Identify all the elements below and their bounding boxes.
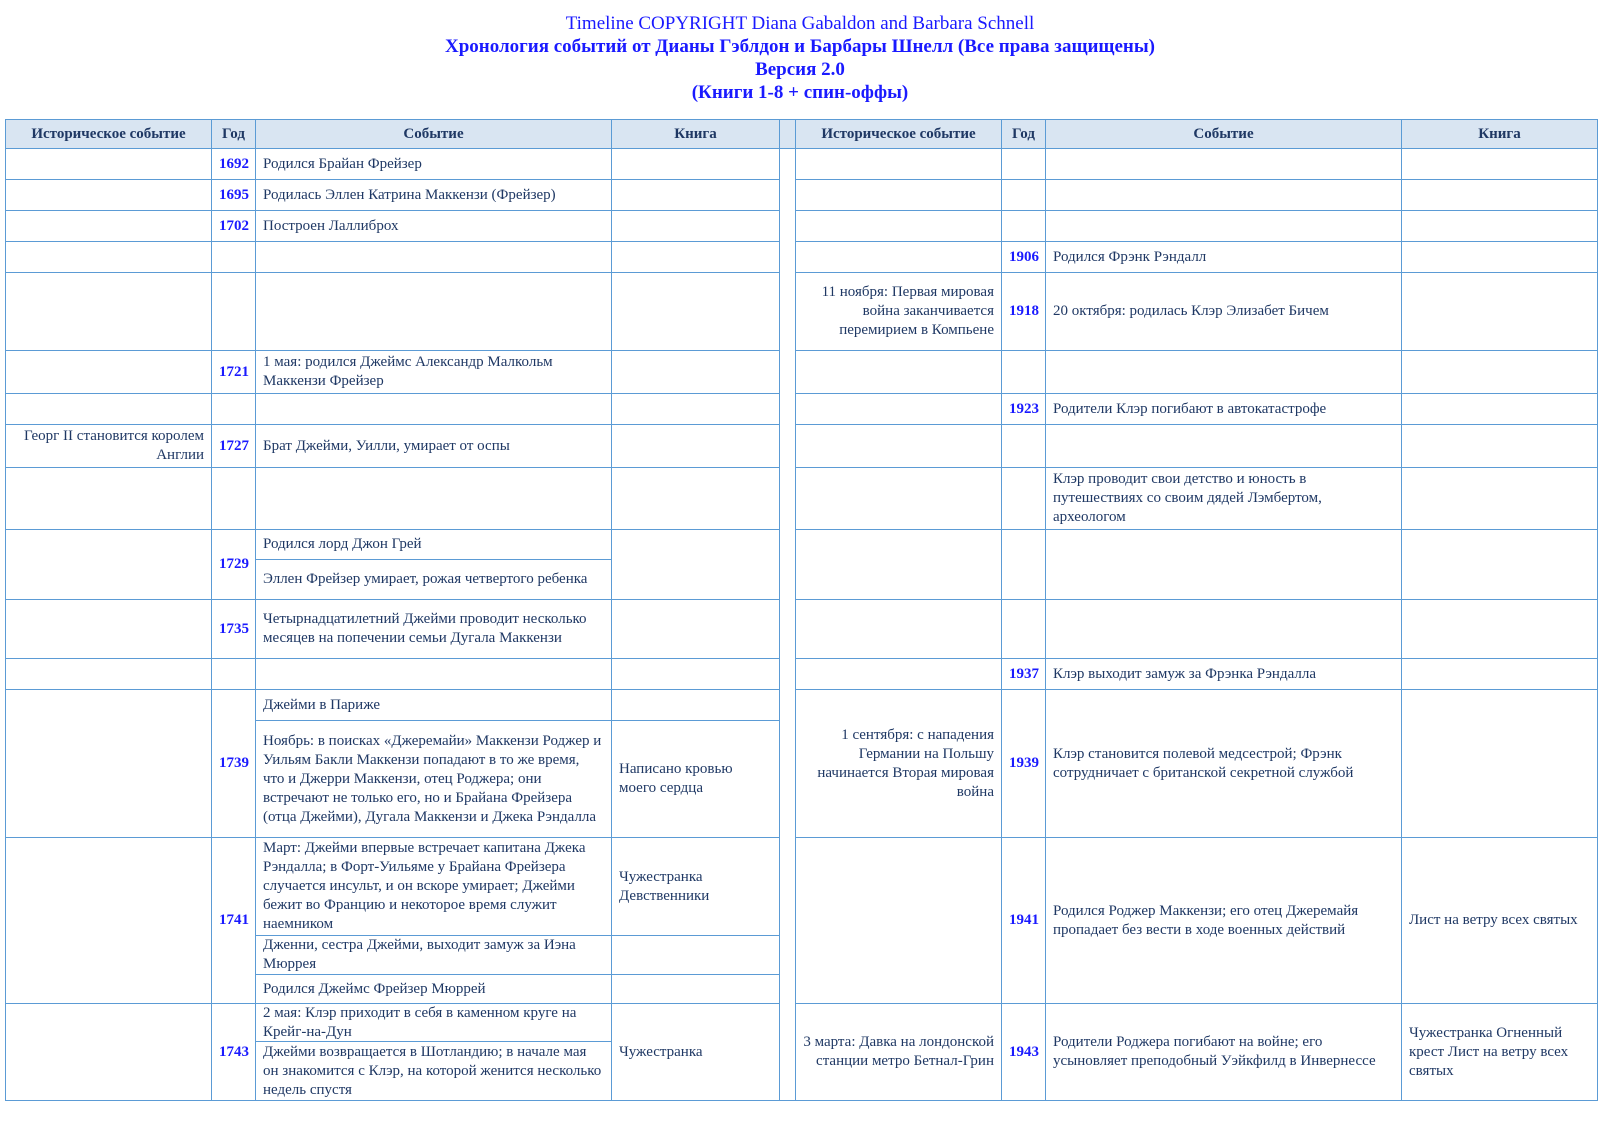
col-header-year-left: Год [212,120,256,149]
event-cell: Родилась Эллен Катрина Маккензи (Фрейзер) [256,180,612,211]
copyright-title: Timeline COPYRIGHT Diana Gabaldon and Barbara Schnell [565,13,1035,34]
table-row [6,690,1598,838]
year-cell: 1743 [212,1004,256,1101]
event-cell-group [256,530,612,600]
table-row [6,600,1598,659]
table-row [6,530,1598,600]
historical-event-cell: 11 ноября: Первая мировая война заканчивается перемирием в Компьене [796,273,1002,351]
col-header-book-right: Книга [1402,120,1598,149]
event-cell: Клэр выходит замуж за Фрэнка Рэндалла [1046,659,1402,690]
table-row [6,180,1598,211]
year-cell: 1702 [212,211,256,242]
year-cell: 1695 [212,180,256,211]
event-subcell: Ноябрь: в поисках «Джеремайи» Маккензи Роджер и Уильям Бакли Маккензи попадают в то же время, что и Джерри Маккензи, отец Роджера; они встречают не только его, но и Брайана Фрейзера (отца Джейми), Дугала Маккензи и Джека Рэндалла [256,721,612,837]
year-cell: 1918 [1002,273,1046,351]
table-row [6,659,1598,690]
table-row [6,273,1598,351]
event-cell-group [256,1004,612,1101]
book-cell: Лист на ветру всех святых [1402,838,1598,1004]
event-cell: Четырнадцатилетний Джейми проводит несколько месяцев на попечении семьи Дугала Маккензи [256,600,612,659]
historical-event-cell: 1 сентября: с нападения Германии на Польшу начинается Вторая мировая война [796,690,1002,838]
books-label: (Книги 1-8 + спин-оффы) [691,82,909,103]
event-cell: Построен Лаллиброх [256,211,612,242]
year-cell: 1729 [212,530,256,600]
event-cell: 1 мая: родился Джеймс Александр Малкольм Маккензи Фрейзер [256,351,612,394]
russian-title: Хронология событий от Дианы Гэблдон и Барбары Шнелл (Все права защищены) [444,36,1156,57]
event-cell-group [256,838,780,1004]
timeline-table [5,119,1598,1101]
year-cell: 1939 [1002,690,1046,838]
event-subcell: Джейми возвращается в Шотландию; в начале мая он знакомится с Клэр, на которой женится несколько недель спустя [263,1043,602,1098]
book-cell: Чужестранка Огненный крест Лист на ветру всех святых [1402,1004,1598,1101]
col-header-event-right: Событие [1046,120,1402,149]
year-cell: 1941 [1002,838,1046,1004]
table-row [6,351,1598,394]
event-subcell: Дженни, сестра Джейми, выходит замуж за Иэна Мюррея [256,936,612,974]
year-cell: 1741 [212,838,256,1004]
table-row [6,242,1598,273]
table-row [6,149,1598,180]
col-header-year-right: Год [1002,120,1046,149]
col-header-hist-left: Историческое событие [6,120,212,149]
separator-column [780,149,796,1101]
book-cell: Чужестранка Девственники [619,868,710,904]
year-cell: 1727 [212,425,256,468]
table-row [6,211,1598,242]
table-header-row [6,120,1598,149]
year-cell: 1906 [1002,242,1046,273]
year-cell: 1692 [212,149,256,180]
table-row [6,468,1598,530]
book-cell: Чужестранка [612,1004,780,1101]
event-subcell: Родился лорд Джон Грей [256,530,611,560]
year-cell: 1923 [1002,394,1046,425]
event-cell: Родился Брайан Фрейзер [256,149,612,180]
event-cell: 20 октября: родилась Клэр Элизабет Бичем [1046,273,1402,351]
table-row [6,394,1598,425]
year-cell: 1937 [1002,659,1046,690]
event-cell-group [256,690,780,838]
event-subcell: Март: Джейми впервые встречает капитана Джека Рэндалла; в Форт-Уильяме у Брайана Фрейзера случается инсульт, и он вскоре умирает; Джейми бежит во Францию и некоторое время служит наемником [256,838,612,935]
table-row [6,425,1598,468]
col-header-gap [780,120,796,149]
historical-event-cell: 3 марта: Давка на лондонской станции метро Бетнал-Грин [796,1004,1002,1101]
event-cell: Клэр становится полевой медсестрой; Фрэнк сотрудничает с британской секретной службой [1046,690,1402,838]
table-row [6,838,1598,1004]
year-cell: 1721 [212,351,256,394]
col-header-hist-right: Историческое событие [796,120,1002,149]
document-header [0,0,1600,106]
event-subcell: Джейми в Париже [256,690,612,720]
version-label: Версия 2.0 [755,59,845,80]
col-header-event-left: Событие [256,120,612,149]
book-cell: Написано кровью моего сердца [619,761,733,796]
event-subcell: Родился Джеймс Фрейзер Мюррей [256,975,612,1003]
event-cell: Родился Роджер Маккензи; его отец Джеремайя пропадает без вести в ходе военных действий [1046,838,1402,1004]
event-cell: Родители Клэр погибают в автокатастрофе [1046,394,1402,425]
year-cell: 1739 [212,690,256,838]
event-cell: Родители Роджера погибают на войне; его усыновляет преподобный Уэйкфилд в Инвернессе [1046,1004,1402,1101]
event-cell: Родился Фрэнк Рэндалл [1046,242,1402,273]
table-row [6,1004,1598,1101]
year-cell: 1735 [212,600,256,659]
event-cell: Брат Джейми, Уилли, умирает от оспы [256,425,612,468]
event-subcell: 2 мая: Клэр приходит в себя в каменном круге на Крейг-на-Дун [256,1004,611,1042]
historical-event-cell: Георг II становится королем Англии [6,425,212,468]
event-subcell: Эллен Фрейзер умирает, рожая четвертого ребенка [263,571,588,587]
col-header-book-left: Книга [612,120,780,149]
year-cell: 1943 [1002,1004,1046,1101]
event-cell: Клэр проводит свои детство и юность в путешествиях со своим дядей Лэмбертом, археологом [1046,468,1402,530]
